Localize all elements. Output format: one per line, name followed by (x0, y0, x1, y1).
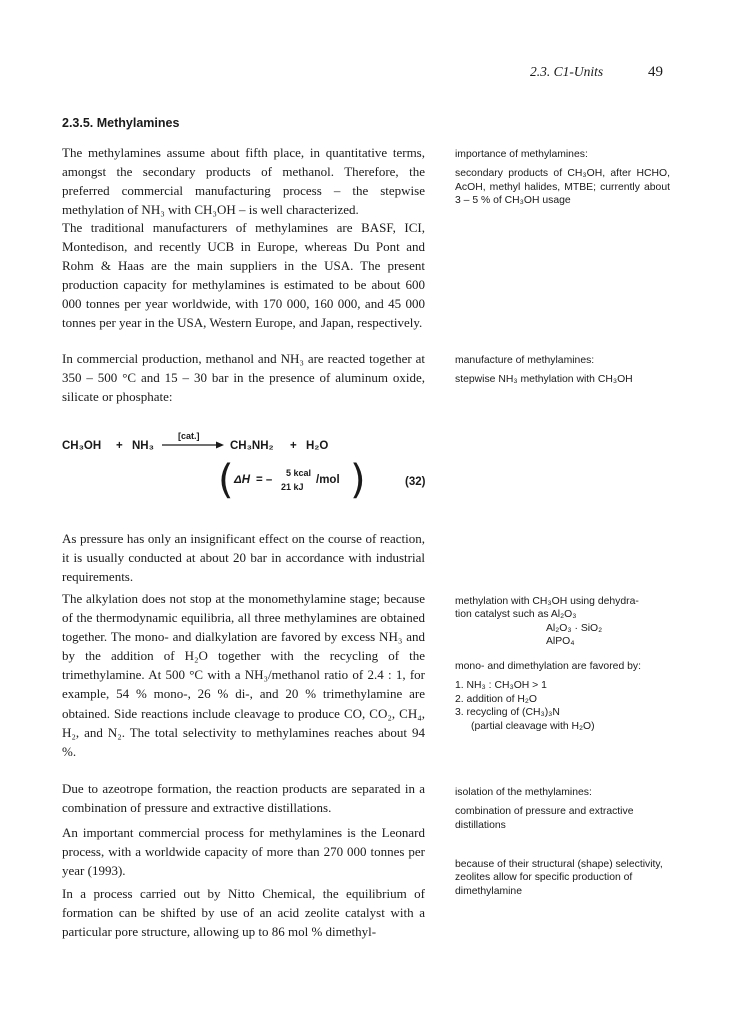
sidenote-favored (455, 660, 670, 733)
eq-product-1: CH₃NH₂ (230, 440, 274, 452)
sidenote-label: isolation of the methylamines: (455, 787, 592, 798)
eq-delta-h: ΔH (234, 474, 251, 486)
eq-dh-kj: 21 kJ (281, 482, 304, 492)
eq-dh-kcal: 5 kcal (286, 468, 312, 478)
paragraph-7: An important commercial process for methylamines is the Leonard process, with a worldwide capacity of more than 270 000 tonnes per year (1993). (62, 825, 425, 879)
paragraph-5: The alkylation does not stop at the monomethylamine stage; because of the thermodynamic equilibria, all three methylamines are obtained together. The mono- and dialkylation are favored by excess NH₃ and by the addition of H₂O together with the recycling of the trimethylamine. At 500 °C with a NH₃/methanol ratio of 2.4 : 1, for example, 54 % mono-, 26 % di-, and 20 % trimethylamine are obtained. Side reactions include cleavage to produce CO, CO₂, CH₄, H₂, and N₂. The total selectivity to methylamines reaches about 94 %. (62, 591, 425, 759)
sidenote-importance (455, 148, 670, 208)
sidenote-text: secondary products of CH₃OH, after HCHO, AcOH, methyl halides, MTBE; currently about 3 – 5 % of CH₃OH usage (455, 168, 670, 207)
reaction-arrow (162, 440, 226, 450)
sidenote-line: methylation with CH₃OH using dehydra- (455, 596, 639, 607)
eq-reactant-2: NH₃ (132, 440, 154, 452)
list-item: 1. NH₃ : CH₃OH > 1 (455, 680, 547, 692)
eq-plus-2: + (290, 440, 297, 452)
sidenote-text: stepwise NH₃ methylation with CH₃OH (455, 374, 633, 386)
sidenote-label: importance of methylamines: (455, 149, 588, 160)
list-item: (partial cleavage with H₂O) (471, 720, 595, 732)
eq-plus-1: + (116, 440, 123, 452)
sidenote-line: tion catalyst such as Al₂O₃ (455, 609, 577, 621)
paragraph-2: The traditional manufacturers of methylamines are BASF, ICI, Montedison, and recently UCB in Europe, whereas Du Pont and Rohm & Haas are the main suppliers in the USA. The present production capacity for methylamines is estimated to be about 600 000 tonnes per year worldwide, with 170 000, 160 000, and 45 000 tonnes per year in the USA, Western Europe, and Japan, respectively. (62, 220, 425, 331)
sidenote-text: combination of pressure and extractive distillations (455, 806, 634, 831)
sidenote-line: AlPO₄ (546, 636, 575, 648)
sidenote-manufacture (455, 354, 670, 387)
page-number: 49 (648, 64, 663, 80)
reaction-equation (62, 428, 442, 508)
eq-dh-unit: /mol (316, 474, 340, 486)
paragraph-8: In a process carried out by Nitto Chemical, the equilibrium of formation can be shifted by use of an acid zeolite catalyst with a particular pore structure, allowing up to 86 mol % dimethyl- (62, 886, 425, 940)
list-item: 3. recycling of (CH₃)₃N (455, 707, 560, 719)
sidenote-label: mono- and dimethylation are favored by: (455, 661, 641, 672)
sidenote-zeolites (455, 858, 670, 898)
section-title: 2.3.5. Methylamines (62, 116, 180, 130)
paragraph-3: In commercial production, methanol and NH₃ are reacted together at 350 – 500 °C and 15 – 30 bar in the presence of aluminum oxide, silicate or phosphate: (62, 351, 425, 405)
list-item: 2. addition of H₂O (455, 693, 538, 705)
sidenote-text: because of their structural (shape) selectivity, zeolites allow for specific production of dimethylamine (455, 859, 663, 897)
eq-product-2: H₂O (306, 440, 329, 452)
paragraph-1: The methylamines assume about fifth place, in quantitative terms, amongst the secondary products of methanol. Therefore, the preferred commercial manufacturing process – the stepwise methylation of NH₃ with CH₃OH – is well characterized. (62, 145, 425, 218)
right-paren: ) (350, 457, 366, 503)
running-header-section: 2.3. C1-Units (530, 64, 604, 79)
paragraph-6: Due to azeotrope formation, the reaction products are separated in a combination of pressure and extractive distillations. (62, 781, 425, 816)
paragraph-4: As pressure has only an insignificant effect on the course of reaction, it is usually conducted at about 20 bar in accordance with industrial requirements. (62, 531, 425, 585)
sidenote-isolation (455, 786, 670, 832)
sidenote-label: manufacture of methylamines: (455, 355, 595, 366)
sidenote-catalysts (455, 595, 670, 649)
eq-catalyst-label: [cat.] (178, 431, 200, 441)
left-paren: ( (218, 457, 234, 503)
eq-reactant-1: CH₃OH (62, 440, 102, 452)
sidenote-line: Al₂O₃ · SiO₂ (546, 622, 603, 634)
equation-number: (32) (405, 476, 426, 488)
eq-delta-h-equals: = – (256, 474, 273, 486)
